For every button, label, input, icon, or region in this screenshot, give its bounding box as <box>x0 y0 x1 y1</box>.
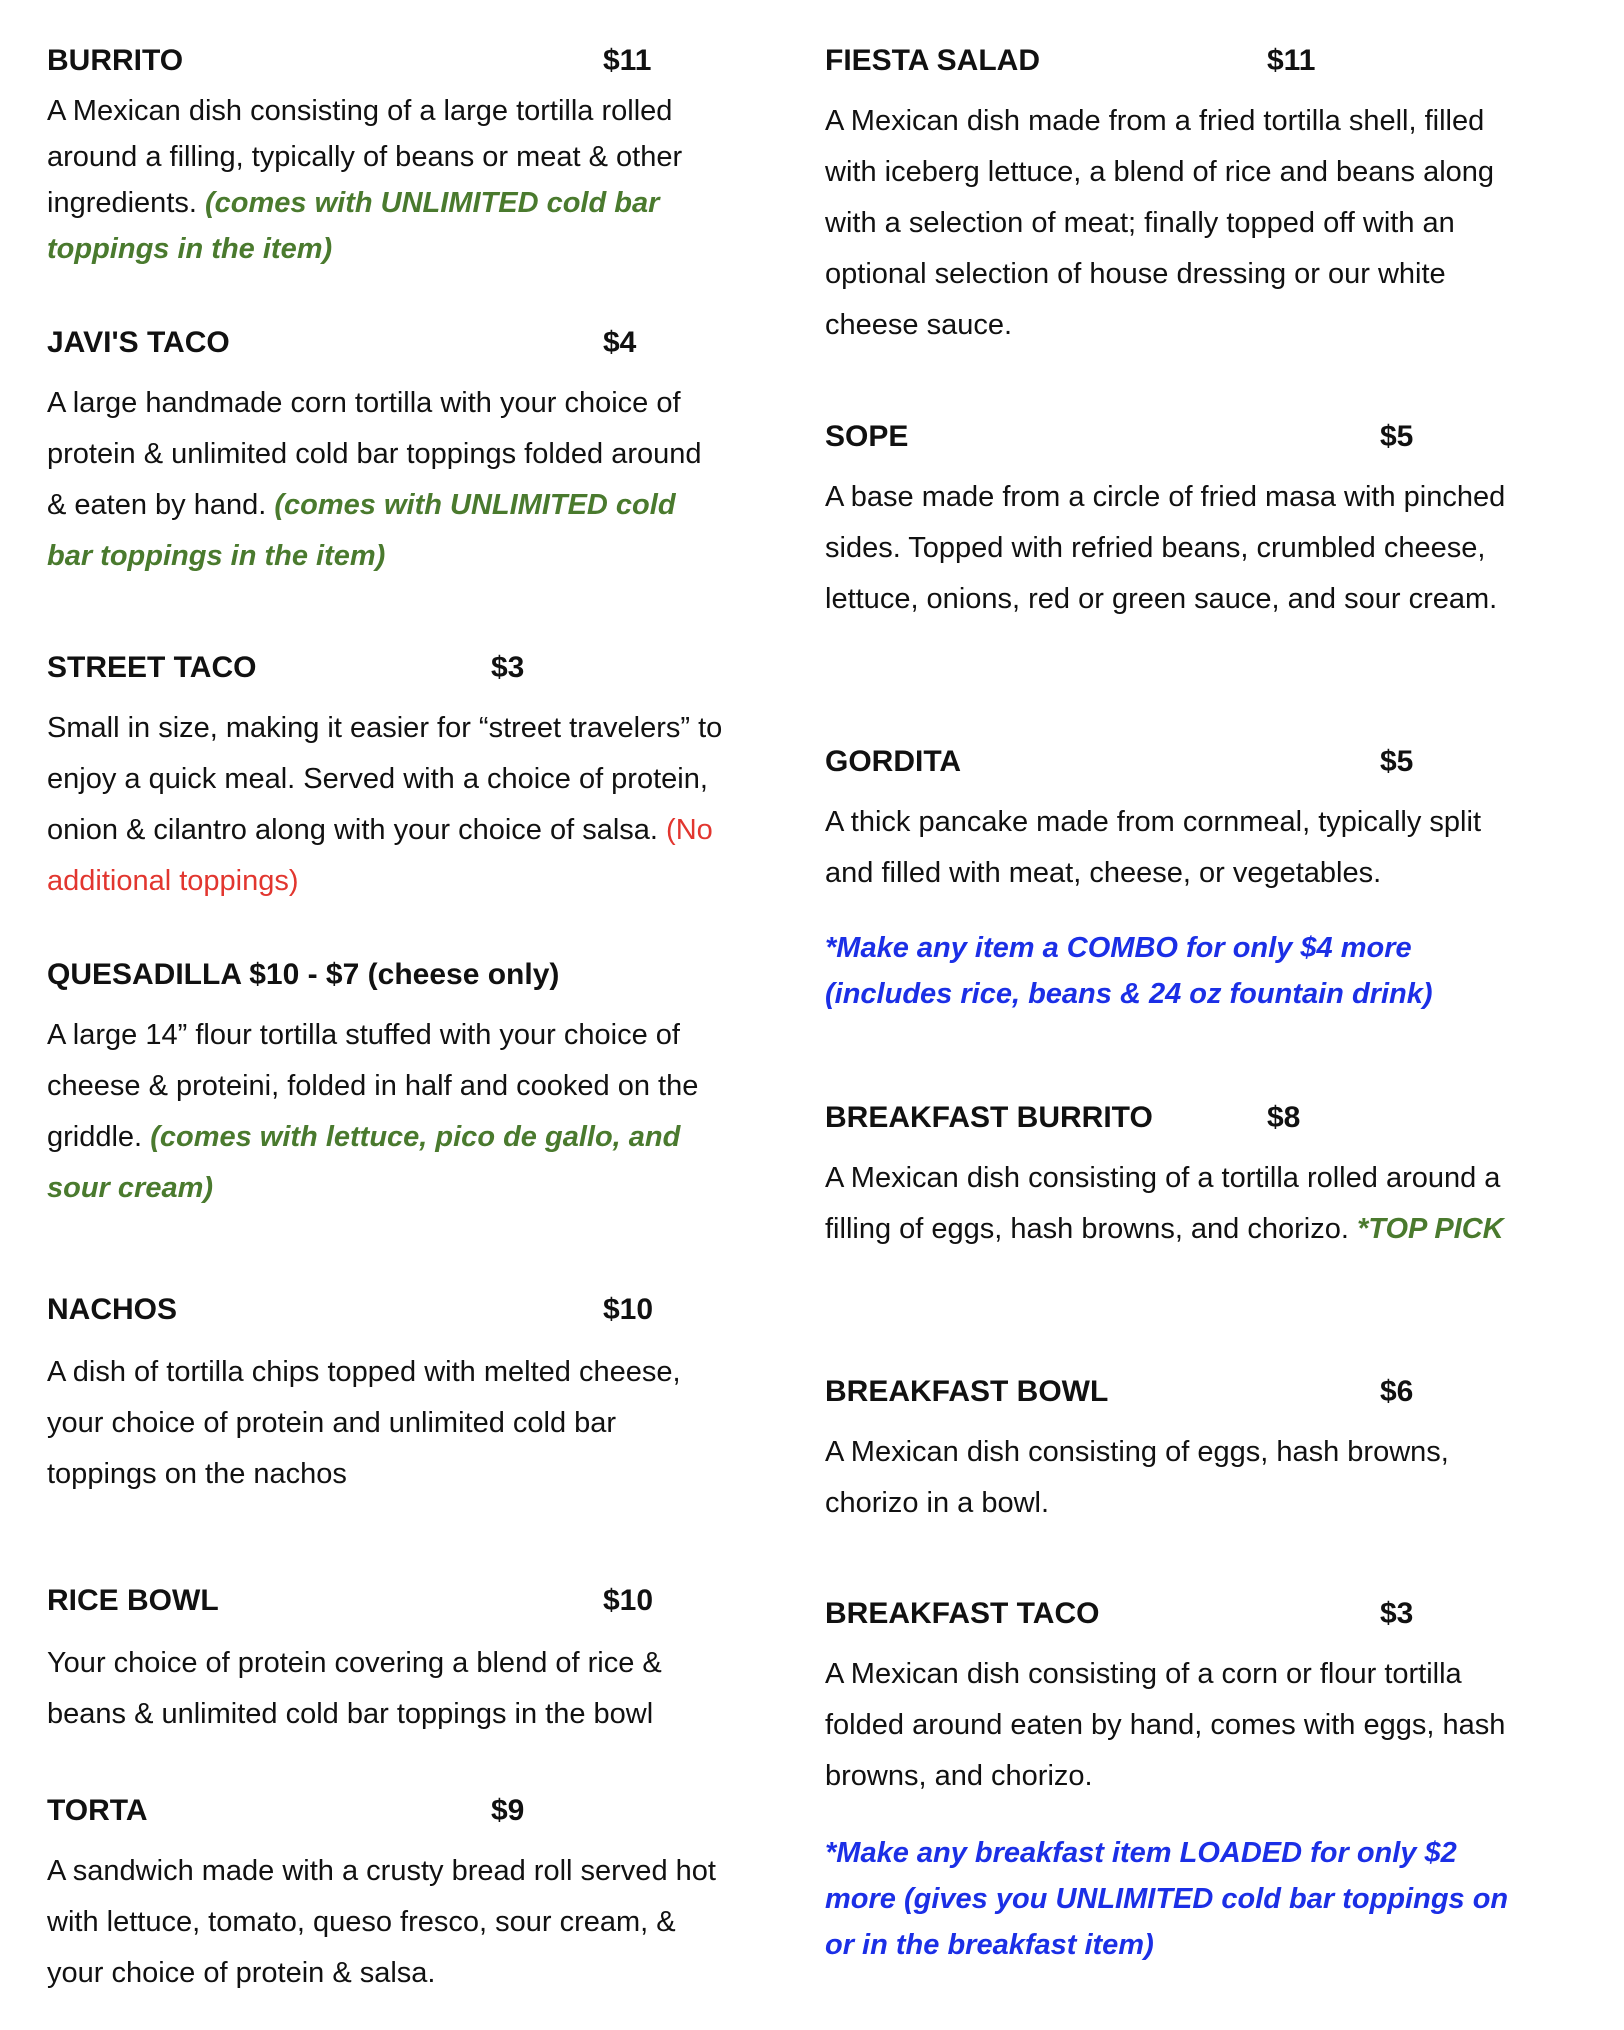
menu-item-breakfast-burrito <box>825 1101 1525 1255</box>
item-price: $6 <box>1380 1375 1414 1408</box>
item-description: A Mexican dish consisting of a corn or flour tortilla folded around eaten by hand, comes with eggs, hash browns, and chorizo. <box>825 1658 1506 1792</box>
loaded-note: *Make any breakfast item LOADED for only $2 more (gives you UNLIMITED cold bar toppings on or in the breakfast item) <box>825 1837 1509 1961</box>
description-text: Small in size, making it easier for “street travelers” to enjoy a quick meal. Served with a choice of protein, onion & cilantro along with your choice of salsa. <box>47 712 723 846</box>
item-header <box>47 1293 727 1327</box>
item-description <box>47 1010 727 1214</box>
item-header <box>47 1584 727 1618</box>
item-name: BREAKFAST BURRITO <box>825 1101 1153 1134</box>
menu-item-torta <box>47 1794 727 1999</box>
menu-item-javis-taco <box>47 326 727 582</box>
item-header <box>825 745 1525 779</box>
item-name: RICE BOWL <box>47 1584 219 1617</box>
item-price: $8 <box>1267 1101 1301 1134</box>
item-highlight: (comes with UNLIMITED cold bar toppings in the item) <box>47 489 676 572</box>
menu-item-breakfast-bowl <box>825 1375 1525 1529</box>
item-header <box>47 44 727 78</box>
item-header <box>47 326 727 360</box>
item-description <box>825 1153 1525 1255</box>
item-price: $11 <box>603 44 652 77</box>
menu-item-street-taco <box>47 651 727 907</box>
item-header <box>47 958 727 992</box>
item-description <box>47 378 727 582</box>
item-name: STREET TACO <box>47 651 257 684</box>
item-price: $3 <box>1380 1597 1414 1630</box>
item-header <box>825 420 1525 454</box>
item-header <box>825 1101 1525 1135</box>
item-warning: (No additional toppings) <box>47 814 713 897</box>
menu-item-gordita <box>825 745 1525 899</box>
item-header <box>825 1597 1525 1631</box>
item-description <box>47 88 727 272</box>
item-name: BREAKFAST TACO <box>825 1597 1100 1630</box>
menu-item-rice-bowl <box>47 1584 727 1740</box>
menu-item-burrito <box>47 44 727 272</box>
menu-item-fiesta-salad <box>825 44 1525 351</box>
item-name: GORDITA <box>825 745 962 778</box>
item-header <box>47 1794 727 1828</box>
item-name: FIESTA SALAD <box>825 44 1040 77</box>
menu-item-quesadilla <box>47 958 727 1214</box>
combo-note: *Make any item a COMBO for only $4 more (includes rice, beans & 24 oz fountain drink) <box>825 932 1433 1010</box>
item-name: NACHOS <box>47 1293 178 1326</box>
item-highlight: (comes with UNLIMITED cold bar toppings in the item) <box>47 187 660 265</box>
item-price: $3 <box>491 651 525 684</box>
item-price: $10 <box>603 1293 654 1326</box>
menu-item-sope <box>825 420 1525 625</box>
item-price: $9 <box>491 1794 525 1827</box>
item-name: TORTA <box>47 1794 148 1827</box>
item-price: $10 <box>603 1584 654 1617</box>
menu-item-nachos <box>47 1293 727 1500</box>
item-highlight: *TOP PICK <box>1356 1213 1504 1245</box>
item-description: A base made from a circle of fried masa with pinched sides. Topped with refried beans, crumbled cheese, lettuce, onions, red or green sauce, and sour cream. <box>825 481 1506 615</box>
item-header <box>47 651 727 685</box>
menu-item-breakfast-taco <box>825 1597 1525 1802</box>
item-name: BREAKFAST BOWL <box>825 1375 1109 1408</box>
item-description: A sandwich made with a crusty bread roll served hot with lettuce, tomato, queso fresco, sour cream, & your choice of protein & salsa. <box>47 1855 716 1989</box>
item-description: A thick pancake made from cornmeal, typically split and filled with meat, cheese, or vegetables. <box>825 806 1481 889</box>
description-text: A large 14” flour tortilla stuffed with your choice of cheese & proteini, folded in half and cooked on the griddle. <box>47 1019 699 1153</box>
item-description: A dish of tortilla chips topped with melted cheese, your choice of protein and unlimited cold bar toppings on the nachos <box>47 1356 681 1490</box>
item-description <box>47 703 727 907</box>
item-highlight: (comes with lettuce, pico de gallo, and sour cream) <box>47 1121 681 1204</box>
description-text: A Mexican dish consisting of a large tortilla rolled around a filling, typically of beans or meat & other ingredients. <box>47 95 683 219</box>
item-description: A Mexican dish made from a fried tortilla shell, filled with iceberg lettuce, a blend of rice and beans along with a selection of meat; finally topped off with an optional selection of house dressing or our white cheese sauce. <box>825 105 1495 341</box>
item-price: $4 <box>603 326 637 359</box>
item-description: A Mexican dish consisting of eggs, hash browns, chorizo in a bowl. <box>825 1436 1449 1519</box>
item-price: $11 <box>1267 44 1316 77</box>
item-name: QUESADILLA $10 - $7 (cheese only) <box>47 958 560 991</box>
item-description: Your choice of protein covering a blend of rice & beans & unlimited cold bar toppings in the bowl <box>47 1647 662 1730</box>
description-text: A large handmade corn tortilla with your choice of protein & unlimited cold bar toppings folded around & eaten by hand. <box>47 387 702 521</box>
description-text: A Mexican dish consisting of a tortilla rolled around a filling of eggs, hash browns, and chorizo. <box>825 1162 1501 1245</box>
item-price: $5 <box>1380 420 1414 453</box>
item-name: JAVI'S TACO <box>47 326 230 359</box>
item-header <box>825 1375 1525 1409</box>
item-header <box>825 44 1525 78</box>
item-price: $5 <box>1380 745 1414 778</box>
item-name: BURRITO <box>47 44 184 77</box>
item-name: SOPE <box>825 420 909 453</box>
